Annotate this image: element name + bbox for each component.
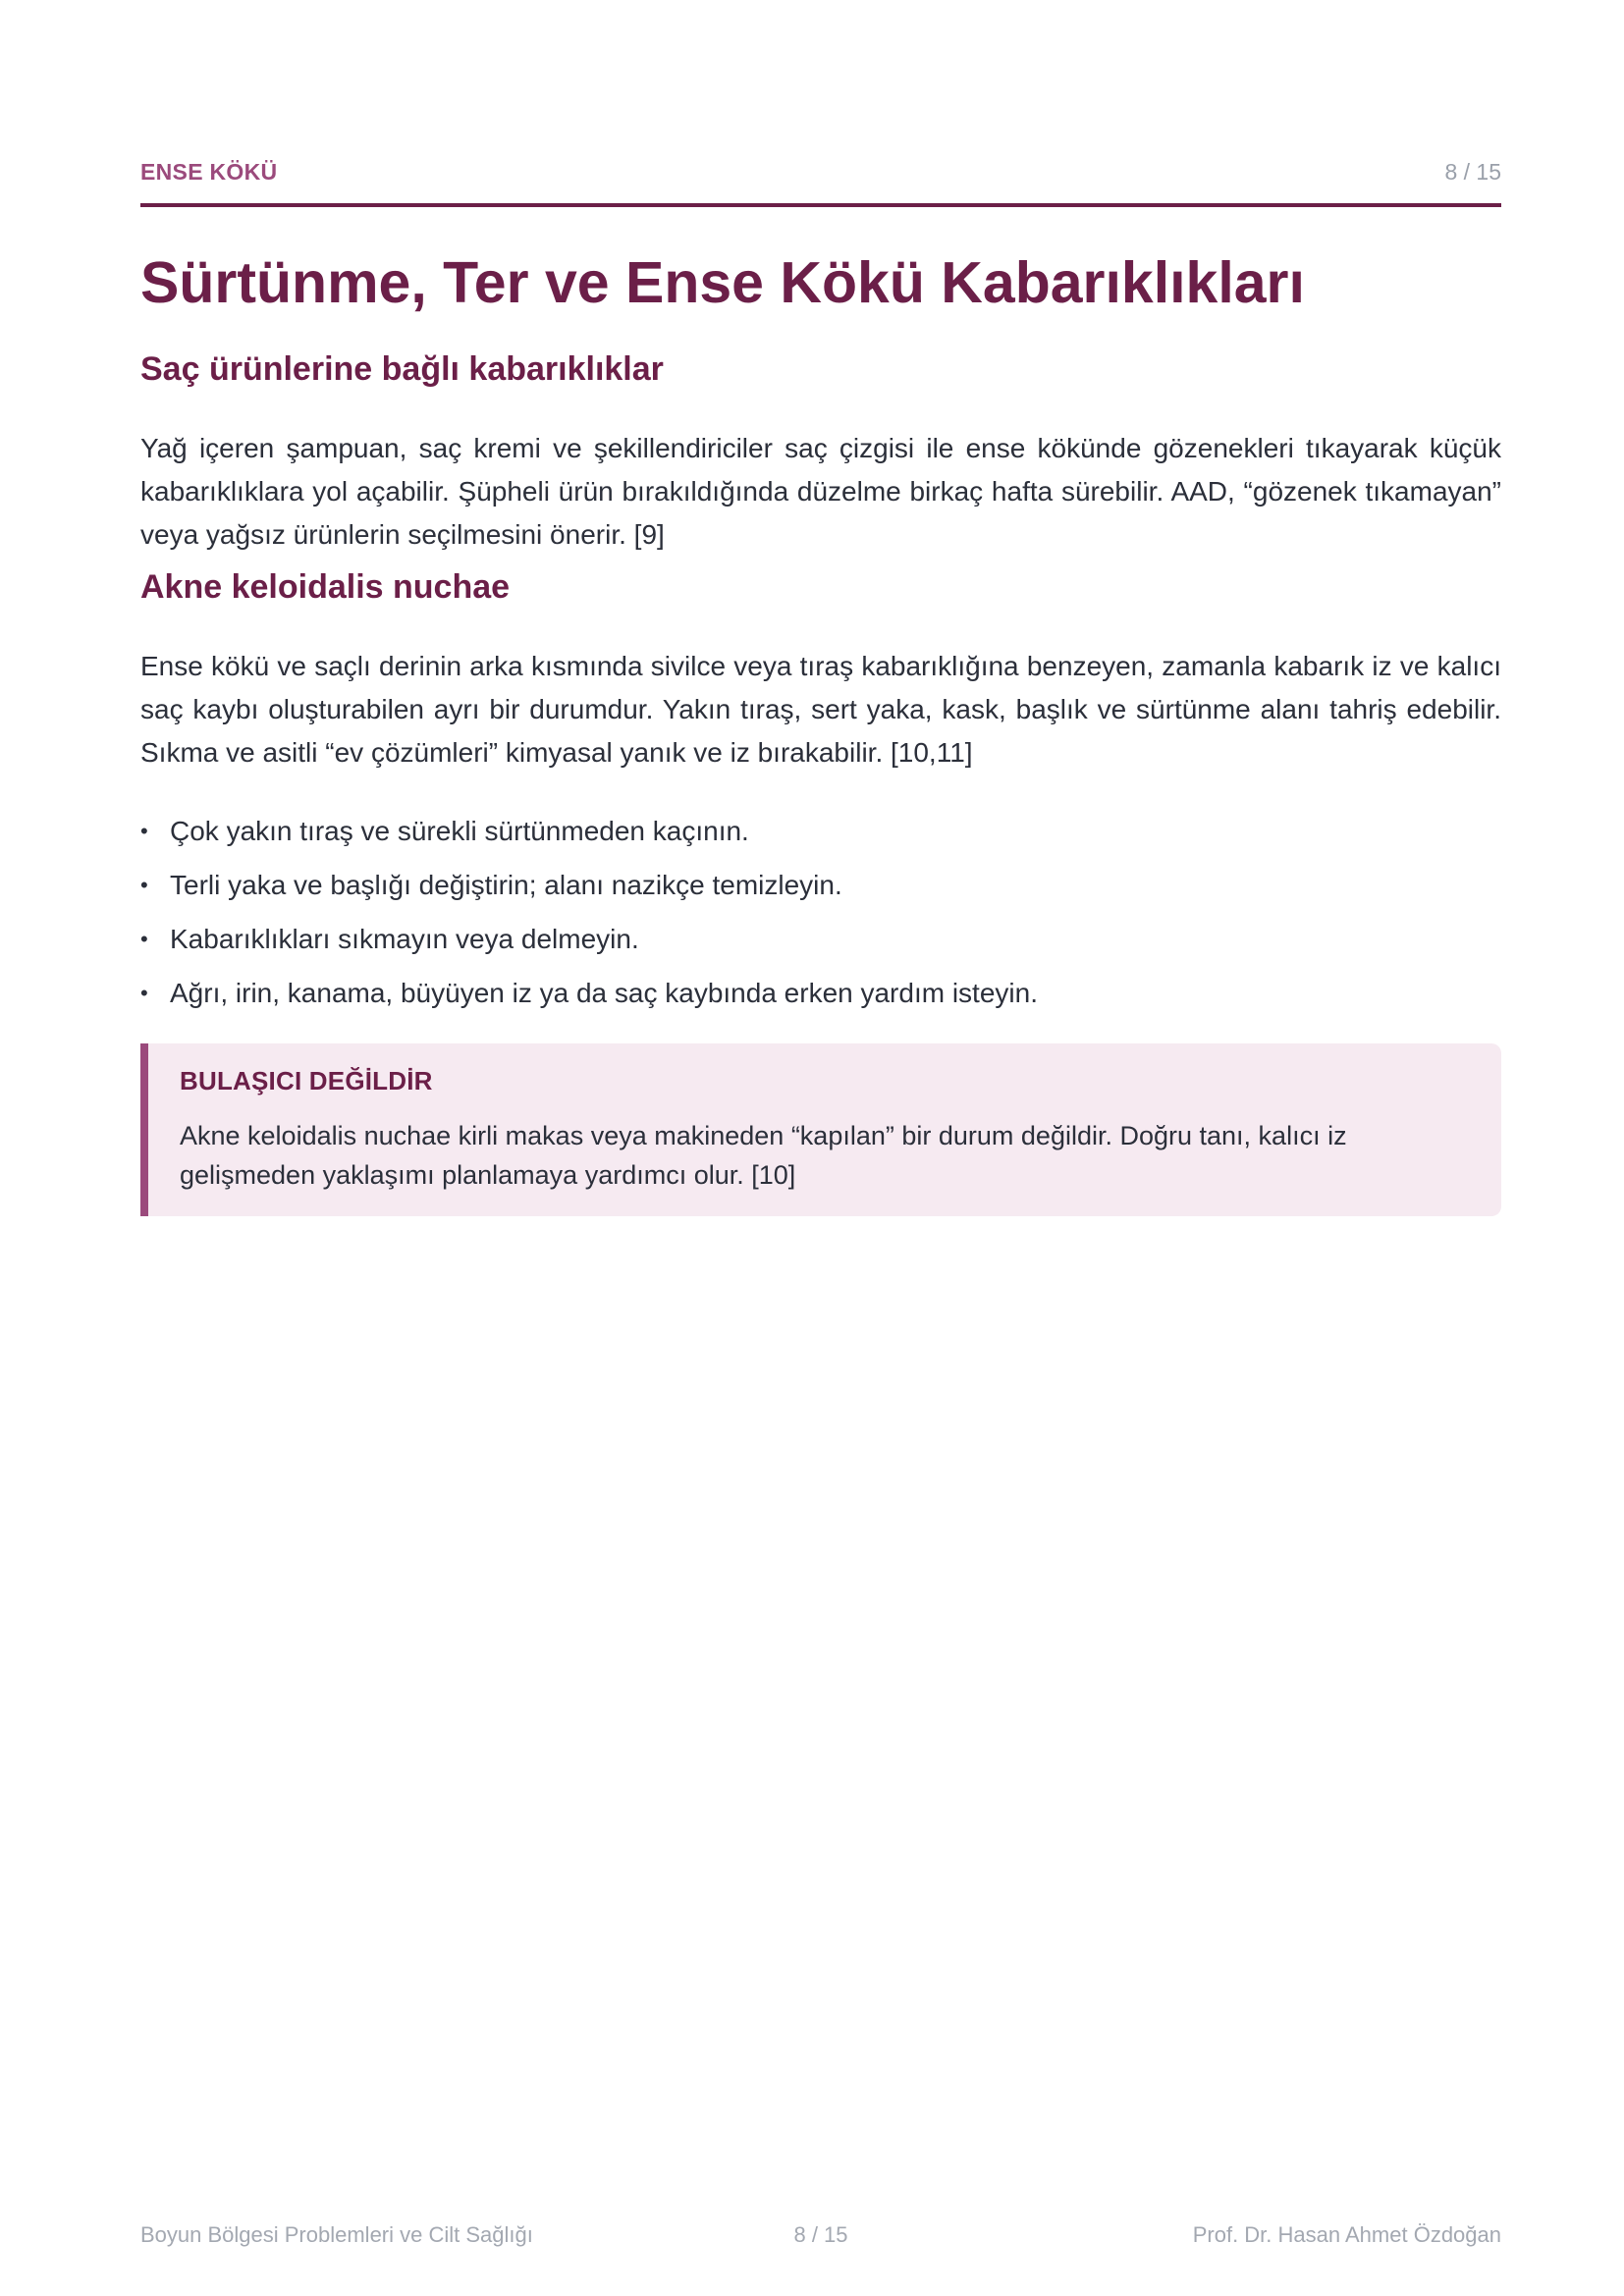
footer-document-title: Boyun Bölgesi Problemleri ve Cilt Sağlığı (140, 2222, 533, 2247)
list-item-text: Ağrı, irin, kanama, büyüyen iz ya da saç kaybında erken yardım isteyin. (170, 978, 1038, 1008)
list-item (140, 864, 1501, 918)
bullet-icon: • (140, 873, 148, 897)
section-paragraph-akn: Ense kökü ve saçlı derinin arka kısmında sivilce veya tıraş kabarıklığına benzeyen, zamanla kabarık iz ve kalıcı saç kaybı oluşturabilen ayrı bir durumdur. Yakın tıraş, sert yaka, kask, başlık ve sürtünme alanı tahriş edebilir. Sıkma ve asitli “ev çözümleri” kimyasal yanık ve iz bırakabilir. [10,11] (140, 651, 1501, 768)
bullet-icon: • (140, 819, 148, 843)
list-item-text: Terli yaka ve başlığı değiştirin; alanı nazikçe temizleyin. (170, 870, 842, 900)
list-item-text: Kabarıklıkları sıkmayın veya delmeyin. (170, 924, 639, 954)
document-page (140, 0, 1501, 2296)
section-paragraph-hair-products: Yağ içeren şampuan, saç kremi ve şekillendiriciler saç çizgisi ile ense kökünde gözenekleri tıkayarak küçük kabarıklıklara yol açabilir. Şüpheli ürün bırakıldığında düzelme birkaç hafta sürebilir. AAD, “gözenek tıkamayan” veya yağsız ürünlerin seçilmesini önerir. [9] (140, 433, 1501, 550)
list-item (140, 810, 1501, 864)
footer-page-number: 8 / 15 (793, 2222, 848, 2247)
page-title: Sürtünme, Ter ve Ense Kökü Kabarıklıkları (140, 250, 1305, 315)
section-heading-akn: Akne keloidalis nuchae (140, 568, 511, 606)
list-item (140, 918, 1501, 972)
header-section-label: ENSE KÖKÜ (140, 158, 278, 185)
running-footer (140, 2222, 1501, 2252)
header-page-number: 8 / 15 (1444, 158, 1501, 185)
list-item (140, 972, 1501, 1026)
running-header (140, 157, 1501, 187)
advice-list (140, 810, 1501, 1026)
callout-title: BULAŞICI DEĞİLDİR (180, 1066, 433, 1095)
bullet-icon: • (140, 927, 148, 951)
header-divider (140, 203, 1501, 207)
footer-author: Prof. Dr. Hasan Ahmet Özdoğan (1192, 2222, 1501, 2247)
section-heading-hair-products: Saç ürünlerine bağlı kabarıklıklar (140, 350, 664, 388)
callout-box (140, 1043, 1501, 1216)
list-item-text: Çok yakın tıraş ve sürekli sürtünmeden kaçının. (170, 816, 749, 846)
bullet-icon: • (140, 981, 148, 1005)
callout-body: Akne keloidalis nuchae kirli makas veya makineden “kapılan” bir durum değildir. Doğru tanı, kalıcı iz gelişmeden yaklaşımı planlamaya yardımcı olur. [10] (180, 1121, 1347, 1190)
